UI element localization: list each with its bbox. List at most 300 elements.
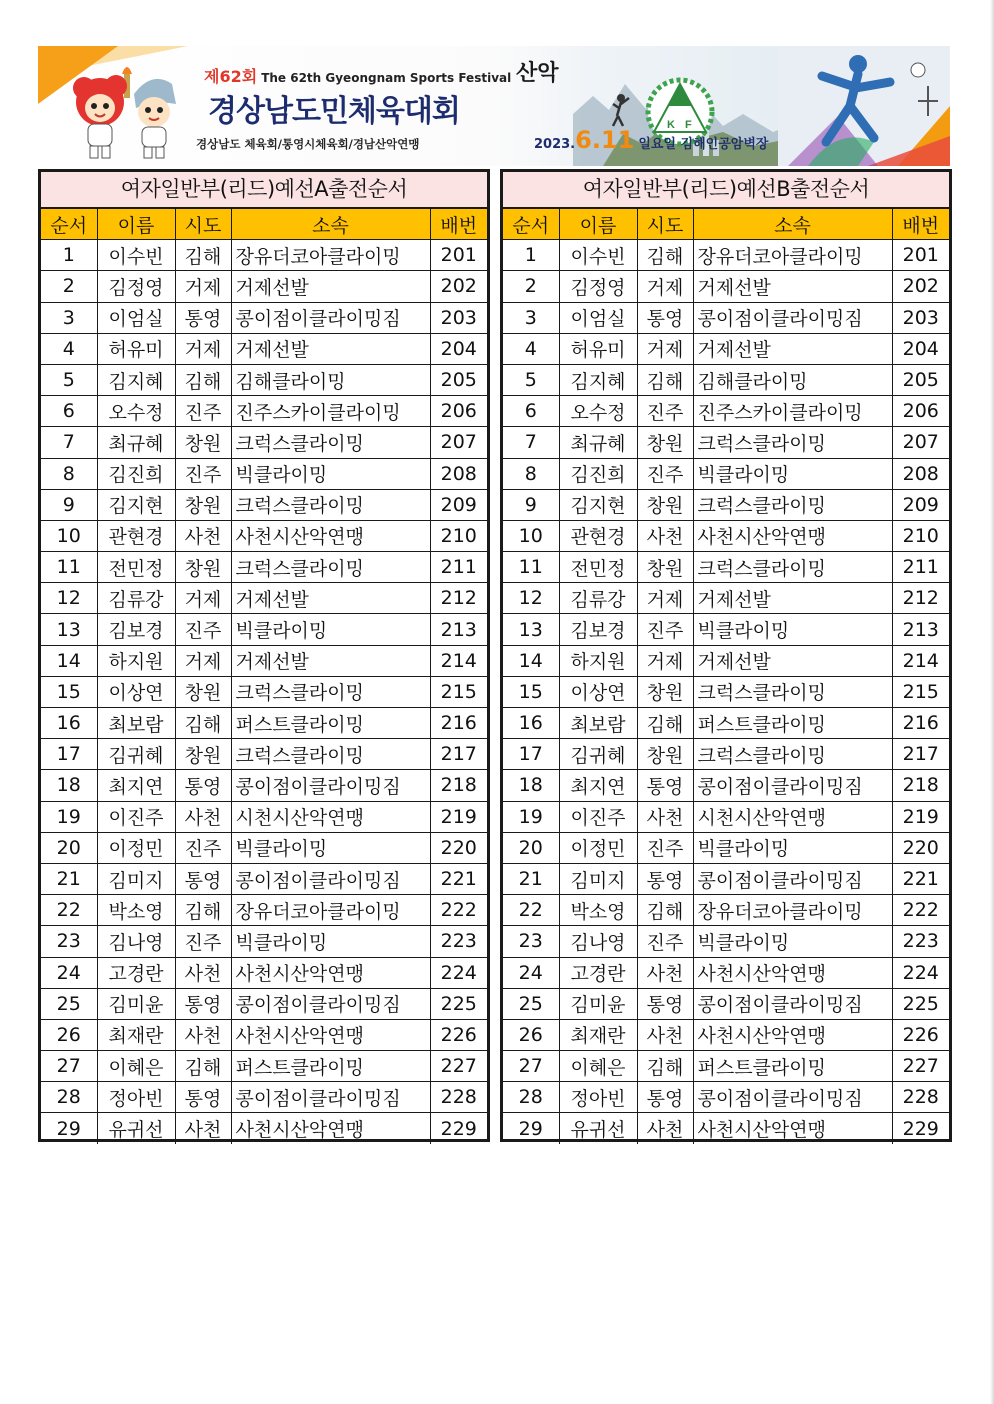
cell-city: 통영: [175, 863, 231, 894]
cell-name: 최재란: [559, 1019, 637, 1050]
cell-affiliation: 콩이점이클라이밍짐: [693, 770, 892, 801]
cell-bib: 210: [892, 520, 949, 551]
table-row: [41, 552, 487, 583]
cell-affiliation: 퍼스트클라이밍: [693, 708, 892, 739]
cell-order: 22: [503, 895, 559, 926]
cell-affiliation: 사천시산악연맹: [693, 1019, 892, 1050]
cell-city: 진주: [175, 458, 231, 489]
table-row: [41, 489, 487, 520]
cell-name: 하지원: [559, 645, 637, 676]
cell-bib: 215: [430, 676, 487, 707]
cell-city: 사천: [637, 1019, 693, 1050]
cell-name: 정아빈: [559, 1082, 637, 1113]
banner-subtitle: [204, 64, 511, 87]
cell-affiliation: 콩이점이클라이밍짐: [231, 988, 430, 1019]
sports-collage-illustration: [778, 46, 950, 166]
cell-city: 창원: [637, 427, 693, 458]
table-row: [503, 1113, 949, 1144]
cell-affiliation: 장유더코아클라이밍: [693, 895, 892, 926]
cell-bib: 218: [892, 770, 949, 801]
cell-affiliation: 크럭스클라이밍: [693, 552, 892, 583]
cell-order: 13: [503, 614, 559, 645]
cell-bib: 222: [430, 895, 487, 926]
cell-name: 김류강: [97, 583, 175, 614]
table-row: [41, 895, 487, 926]
table-row: [41, 1113, 487, 1144]
cell-bib: 217: [892, 739, 949, 770]
cell-bib: 211: [430, 552, 487, 583]
cell-affiliation: 사천시산악연맹: [231, 1113, 430, 1144]
cell-affiliation: 사천시산악연맹: [693, 520, 892, 551]
banner-organizers: 경상남도 체육회/통영시체육회/경남산악연맹: [196, 137, 420, 151]
cell-name: 김미지: [559, 863, 637, 894]
cell-name: 김류강: [559, 583, 637, 614]
table-title: 여자일반부(리드)예선A출전순서: [41, 172, 487, 208]
cell-affiliation: 크럭스클라이밍: [693, 676, 892, 707]
cell-order: 21: [41, 863, 97, 894]
cell-bib: 221: [430, 863, 487, 894]
cell-name: 최보람: [559, 708, 637, 739]
cell-affiliation: 빅클라이밍: [231, 458, 430, 489]
cell-affiliation: 콩이점이클라이밍짐: [693, 988, 892, 1019]
cell-bib: 207: [892, 427, 949, 458]
banner-date: [534, 126, 768, 154]
cell-affiliation: 빅클라이밍: [231, 926, 430, 957]
cell-city: 김해: [637, 708, 693, 739]
cell-affiliation: 거제선발: [693, 583, 892, 614]
table-row: [41, 333, 487, 364]
cell-affiliation: 빅클라이밍: [231, 832, 430, 863]
cell-affiliation: 진주스카이클라이밍: [693, 396, 892, 427]
cell-name: 김정영: [97, 271, 175, 302]
cell-order: 1: [41, 240, 97, 271]
cell-city: 진주: [175, 396, 231, 427]
cell-affiliation: 시천시산악연맹: [693, 801, 892, 832]
start-order-grid: [41, 208, 487, 1144]
cell-affiliation: 크럭스클라이밍: [231, 427, 430, 458]
cell-city: 거제: [637, 333, 693, 364]
table-row: [41, 832, 487, 863]
cell-name: 전민정: [97, 552, 175, 583]
cell-name: 전민정: [559, 552, 637, 583]
table-row: [503, 832, 949, 863]
cell-city: 김해: [175, 1051, 231, 1082]
cell-order: 8: [41, 458, 97, 489]
cell-city: 거제: [175, 583, 231, 614]
cell-name: 최규혜: [97, 427, 175, 458]
cell-order: 29: [41, 1113, 97, 1144]
cell-affiliation: 콩이점이클라이밍짐: [693, 863, 892, 894]
table-row: [41, 1019, 487, 1050]
cell-bib: 214: [892, 645, 949, 676]
cell-order: 9: [503, 489, 559, 520]
cell-city: 사천: [175, 1019, 231, 1050]
column-header-affiliation: 소속: [231, 209, 430, 240]
cell-bib: 205: [430, 364, 487, 395]
column-header-bib: 배번: [430, 209, 487, 240]
cell-city: 김해: [637, 1051, 693, 1082]
cell-order: 3: [503, 302, 559, 333]
cell-order: 12: [41, 583, 97, 614]
cell-order: 19: [503, 801, 559, 832]
cell-order: 22: [41, 895, 97, 926]
cell-order: 11: [503, 552, 559, 583]
cell-name: 이수빈: [559, 240, 637, 271]
table-row: [41, 271, 487, 302]
cell-bib: 219: [892, 801, 949, 832]
cell-bib: 206: [430, 396, 487, 427]
cell-bib: 218: [430, 770, 487, 801]
cell-city: 사천: [175, 520, 231, 551]
cell-order: 27: [503, 1051, 559, 1082]
table-row: [503, 427, 949, 458]
cell-city: 진주: [175, 614, 231, 645]
cell-affiliation: 거제선발: [231, 583, 430, 614]
banner-main-title: 경상남도민체육대회: [208, 94, 460, 129]
cell-city: 거제: [175, 645, 231, 676]
cell-name: 김귀혜: [559, 739, 637, 770]
cell-name: 허유미: [559, 333, 637, 364]
cell-bib: 202: [430, 271, 487, 302]
table-row: [503, 770, 949, 801]
cell-affiliation: 장유더코아클라이밍: [693, 240, 892, 271]
column-header-order: 순서: [503, 209, 559, 240]
cell-order: 26: [41, 1019, 97, 1050]
cell-affiliation: 퍼스트클라이밍: [693, 1051, 892, 1082]
cell-bib: 226: [430, 1019, 487, 1050]
table-row: [503, 364, 949, 395]
cell-city: 거제: [637, 271, 693, 302]
cell-city: 통영: [637, 302, 693, 333]
cell-affiliation: 크럭스클라이밍: [693, 489, 892, 520]
cell-name: 김미지: [97, 863, 175, 894]
cell-city: 통영: [175, 302, 231, 333]
cell-affiliation: 사천시산악연맹: [231, 957, 430, 988]
cell-name: 이정민: [97, 832, 175, 863]
cell-affiliation: 거제선발: [231, 645, 430, 676]
table-row: [503, 708, 949, 739]
cell-name: 이진주: [559, 801, 637, 832]
cell-bib: 227: [892, 1051, 949, 1082]
start-order-table-b: [500, 169, 952, 1142]
cell-name: 김지현: [97, 489, 175, 520]
cell-city: 창원: [175, 552, 231, 583]
cell-affiliation: 퍼스트클라이밍: [231, 1051, 430, 1082]
cell-name: 이엄실: [97, 302, 175, 333]
cell-affiliation: 거제선발: [693, 333, 892, 364]
column-header-order: 순서: [41, 209, 97, 240]
cell-bib: 224: [430, 957, 487, 988]
cell-affiliation: 크럭스클라이밍: [231, 489, 430, 520]
table-row: [503, 520, 949, 551]
cell-name: 김정영: [559, 271, 637, 302]
cell-name: 관현경: [97, 520, 175, 551]
cell-order: 2: [41, 271, 97, 302]
cell-affiliation: 크럭스클라이밍: [693, 739, 892, 770]
cell-order: 20: [41, 832, 97, 863]
cell-affiliation: 콩이점이클라이밍짐: [231, 770, 430, 801]
cell-bib: 215: [892, 676, 949, 707]
table-row: [503, 240, 949, 271]
banner-date-monthday: 6.11: [575, 126, 635, 154]
table-row: [41, 988, 487, 1019]
cell-order: 7: [503, 427, 559, 458]
cell-bib: 201: [430, 240, 487, 271]
cell-order: 10: [41, 520, 97, 551]
cell-city: 창원: [175, 676, 231, 707]
cell-affiliation: 김해클라이밍: [693, 364, 892, 395]
cell-name: 김미윤: [97, 988, 175, 1019]
cell-affiliation: 콩이점이클라이밍짐: [693, 302, 892, 333]
cell-bib: 209: [430, 489, 487, 520]
table-row: [41, 240, 487, 271]
column-header-city: 시도: [637, 209, 693, 240]
table-row: [41, 801, 487, 832]
cell-city: 사천: [637, 1113, 693, 1144]
cell-order: 8: [503, 458, 559, 489]
start-order-grid: [503, 208, 949, 1144]
table-row: [41, 770, 487, 801]
column-header-city: 시도: [175, 209, 231, 240]
table-row: [503, 614, 949, 645]
cell-bib: 220: [892, 832, 949, 863]
cell-city: 거제: [175, 271, 231, 302]
cell-affiliation: 콩이점이클라이밍짐: [231, 863, 430, 894]
cell-affiliation: 장유더코아클라이밍: [231, 895, 430, 926]
cell-city: 통영: [175, 1082, 231, 1113]
table-title: 여자일반부(리드)예선B출전순서: [503, 172, 949, 208]
table-row: [41, 396, 487, 427]
cell-city: 사천: [637, 801, 693, 832]
cell-order: 18: [41, 770, 97, 801]
cell-city: 진주: [175, 926, 231, 957]
cell-order: 12: [503, 583, 559, 614]
cell-affiliation: 장유더코아클라이밍: [231, 240, 430, 271]
cell-order: 28: [41, 1082, 97, 1113]
cell-city: 진주: [637, 614, 693, 645]
cell-city: 거제: [637, 583, 693, 614]
mascots-illustration: [60, 64, 195, 164]
cell-city: 통영: [175, 988, 231, 1019]
cell-name: 김미윤: [559, 988, 637, 1019]
cell-order: 21: [503, 863, 559, 894]
cell-order: 24: [41, 957, 97, 988]
cell-bib: 225: [430, 988, 487, 1019]
table-row: [41, 427, 487, 458]
cell-name: 허유미: [97, 333, 175, 364]
table-row: [503, 1051, 949, 1082]
cell-city: 거제: [637, 645, 693, 676]
cell-name: 최규혜: [559, 427, 637, 458]
table-row: [503, 895, 949, 926]
cell-bib: 207: [430, 427, 487, 458]
cell-bib: 204: [430, 333, 487, 364]
cell-order: 6: [503, 396, 559, 427]
cell-order: 20: [503, 832, 559, 863]
cell-name: 고경란: [559, 957, 637, 988]
cell-name: 고경란: [97, 957, 175, 988]
cell-city: 창원: [637, 676, 693, 707]
cell-order: 23: [41, 926, 97, 957]
cell-bib: 202: [892, 271, 949, 302]
cell-affiliation: 크럭스클라이밍: [231, 552, 430, 583]
cell-bib: 208: [430, 458, 487, 489]
table-row: [503, 645, 949, 676]
cell-order: 5: [41, 364, 97, 395]
cell-bib: 216: [430, 708, 487, 739]
cell-order: 15: [503, 676, 559, 707]
cell-order: 26: [503, 1019, 559, 1050]
table-row: [503, 676, 949, 707]
cell-bib: 227: [430, 1051, 487, 1082]
banner-english-title: The 62th Gyeongnam Sports Festival: [261, 71, 512, 85]
table-row: [503, 863, 949, 894]
table-row: [41, 458, 487, 489]
cell-name: 김나영: [559, 926, 637, 957]
event-banner: [38, 46, 950, 166]
cell-name: 김진희: [559, 458, 637, 489]
cell-bib: 210: [430, 520, 487, 551]
cell-bib: 229: [430, 1113, 487, 1144]
cell-order: 25: [41, 988, 97, 1019]
cell-name: 이엄실: [559, 302, 637, 333]
cell-bib: 212: [430, 583, 487, 614]
table-row: [503, 302, 949, 333]
column-header-bib: 배번: [892, 209, 949, 240]
cell-name: 이정민: [559, 832, 637, 863]
cell-affiliation: 콩이점이클라이밍짐: [693, 1082, 892, 1113]
table-row: [503, 988, 949, 1019]
cell-city: 창원: [637, 489, 693, 520]
cell-city: 김해: [175, 364, 231, 395]
cell-city: 사천: [175, 957, 231, 988]
table-row: [503, 1019, 949, 1050]
table-row: [503, 1082, 949, 1113]
column-header-affiliation: 소속: [693, 209, 892, 240]
banner-date-year: 2023.: [534, 137, 576, 152]
cell-bib: 228: [430, 1082, 487, 1113]
start-order-table-a: [38, 169, 490, 1142]
cell-order: 10: [503, 520, 559, 551]
cell-name: 최보람: [97, 708, 175, 739]
cell-order: 13: [41, 614, 97, 645]
cell-order: 9: [41, 489, 97, 520]
cell-city: 사천: [175, 1113, 231, 1144]
cell-bib: 204: [892, 333, 949, 364]
cell-order: 2: [503, 271, 559, 302]
cell-bib: 206: [892, 396, 949, 427]
cell-order: 14: [41, 645, 97, 676]
table-row: [41, 614, 487, 645]
table-row: [503, 333, 949, 364]
cell-order: 24: [503, 957, 559, 988]
table-row: [503, 801, 949, 832]
cell-affiliation: 사천시산악연맹: [231, 520, 430, 551]
cell-order: 28: [503, 1082, 559, 1113]
cell-name: 김지혜: [559, 364, 637, 395]
cell-affiliation: 크럭스클라이밍: [231, 739, 430, 770]
cell-order: 25: [503, 988, 559, 1019]
cell-name: 김나영: [97, 926, 175, 957]
cell-bib: 223: [430, 926, 487, 957]
cell-affiliation: 거제선발: [693, 645, 892, 676]
cell-city: 창원: [175, 489, 231, 520]
table-row: [503, 926, 949, 957]
table-row: [41, 520, 487, 551]
table-row: [503, 739, 949, 770]
cell-name: 이혜은: [97, 1051, 175, 1082]
cell-order: 16: [41, 708, 97, 739]
cell-affiliation: 빅클라이밍: [231, 614, 430, 645]
cell-affiliation: 퍼스트클라이밍: [231, 708, 430, 739]
banner-event-name: 산악: [516, 61, 559, 86]
cell-order: 16: [503, 708, 559, 739]
table-row: [503, 396, 949, 427]
table-row: [41, 708, 487, 739]
table-row: [503, 552, 949, 583]
cell-name: 최지연: [97, 770, 175, 801]
cell-order: 15: [41, 676, 97, 707]
cell-name: 유귀선: [559, 1113, 637, 1144]
cell-name: 김지현: [559, 489, 637, 520]
cell-bib: 213: [892, 614, 949, 645]
cell-affiliation: 사천시산악연맹: [693, 957, 892, 988]
cell-name: 하지원: [97, 645, 175, 676]
cell-city: 김해: [637, 240, 693, 271]
cell-city: 창원: [637, 552, 693, 583]
table-row: [41, 1082, 487, 1113]
table-row: [41, 583, 487, 614]
cell-affiliation: 사천시산악연맹: [693, 1113, 892, 1144]
cell-name: 김귀혜: [97, 739, 175, 770]
cell-name: 이진주: [97, 801, 175, 832]
cell-order: 11: [41, 552, 97, 583]
cell-name: 이수빈: [97, 240, 175, 271]
table-row: [41, 1051, 487, 1082]
cell-name: 김진희: [97, 458, 175, 489]
cell-bib: 217: [430, 739, 487, 770]
cell-name: 이상연: [97, 676, 175, 707]
cell-order: 19: [41, 801, 97, 832]
cell-name: 김보경: [97, 614, 175, 645]
table-row: [41, 926, 487, 957]
cell-name: 이혜은: [559, 1051, 637, 1082]
cell-affiliation: 거제선발: [693, 271, 892, 302]
cell-affiliation: 빅클라이밍: [693, 926, 892, 957]
cell-city: 창원: [175, 427, 231, 458]
cell-city: 사천: [175, 801, 231, 832]
cell-city: 김해: [637, 364, 693, 395]
cell-city: 거제: [175, 333, 231, 364]
cell-bib: 219: [430, 801, 487, 832]
cell-city: 진주: [637, 926, 693, 957]
cell-bib: 226: [892, 1019, 949, 1050]
cell-affiliation: 거제선발: [231, 333, 430, 364]
svg-text:K: K: [667, 119, 675, 131]
table-row: [503, 583, 949, 614]
cell-affiliation: 크럭스클라이밍: [693, 427, 892, 458]
cell-name: 박소영: [559, 895, 637, 926]
cell-bib: 213: [430, 614, 487, 645]
cell-bib: 225: [892, 988, 949, 1019]
cell-order: 17: [41, 739, 97, 770]
cell-order: 23: [503, 926, 559, 957]
column-header-name: 이름: [97, 209, 175, 240]
cell-name: 최지연: [559, 770, 637, 801]
table-row: [41, 302, 487, 333]
cell-order: 3: [41, 302, 97, 333]
cell-city: 사천: [637, 520, 693, 551]
